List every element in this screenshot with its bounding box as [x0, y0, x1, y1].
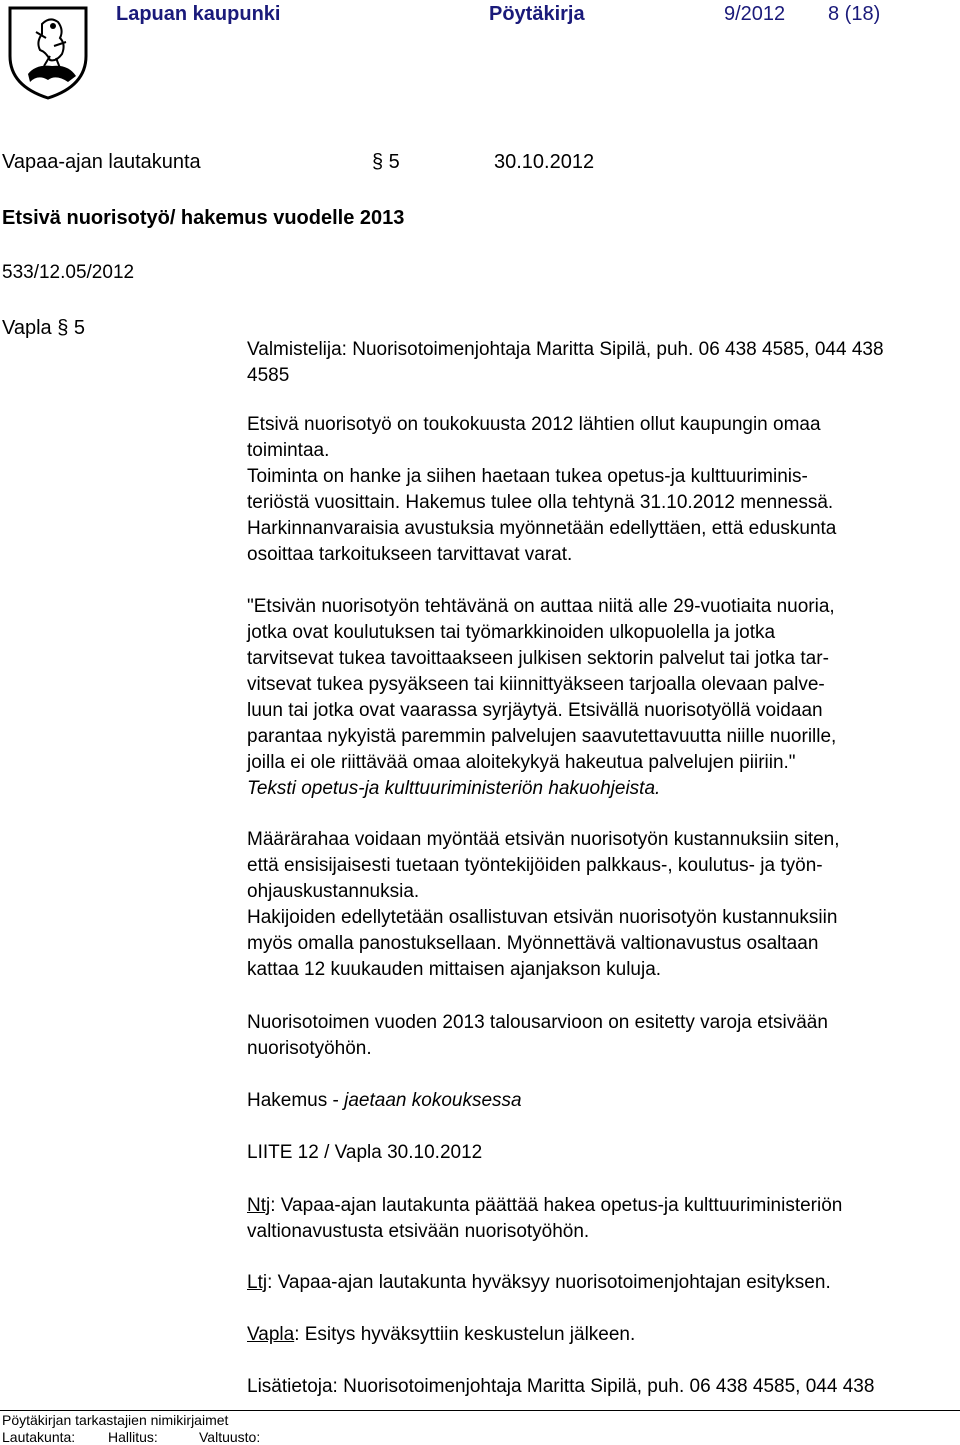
text-line: jotka ovat koulutuksen tai työmarkkinoiden ulkopuolella ja jotka — [247, 622, 776, 643]
coat-of-arms-logo — [6, 4, 90, 100]
footer-divider — [0, 1410, 960, 1411]
paragraph-background — [247, 412, 959, 568]
text-line: parantaa nykyistä paremmin palvelujen saavutettavuutta niille nuorille, — [247, 726, 837, 747]
meeting-body: Vapaa-ajan lautakunta — [2, 151, 201, 173]
application-note: jaetaan kokouksessa — [344, 1090, 522, 1111]
vapla-text: : Esitys hyväksyttiin keskustelun jälkeen. — [294, 1324, 636, 1345]
attachment-text: LIITE 12 / Vapla 30.10.2012 — [247, 1142, 483, 1163]
more-info — [247, 1374, 959, 1400]
paragraph-funding — [247, 827, 959, 983]
preparer-line: Valmistelija: Nuorisotoimenjohtaja Maritta Sipilä, puh. 06 438 4585, 044 438 — [247, 339, 884, 360]
ltj-label: Ltj — [247, 1272, 268, 1293]
ltj-block — [247, 1270, 959, 1296]
text-line: Määrärahaa voidaan myöntää etsivän nuorisotyön kustannuksiin siten, — [247, 829, 840, 850]
more-info-text: Lisätietoja: Nuorisotoimenjohtaja Maritta Sipilä, puh. 06 438 4585, 044 438 — [247, 1376, 875, 1397]
meeting-date: 30.10.2012 — [494, 151, 595, 173]
footer-title: Pöytäkirjan tarkastajien nimikirjaimet — [2, 1412, 229, 1428]
paragraph-quote — [247, 594, 959, 802]
record-id: 533/12.05/2012 — [2, 262, 135, 283]
header-document-number: 9/2012 — [724, 3, 786, 25]
text-line: ohjauskustannuksia. — [247, 881, 420, 902]
page-title: Etsivä nuorisotyö/ hakemus vuodelle 2013 — [2, 207, 405, 229]
text-line: kattaa 12 kuukauden mittaisen ajanjakson kuluja. — [247, 959, 662, 980]
text-line: tarvitsevat tukea tavoittaakseen julkisen sektorin palvelut tai jotka tar- — [247, 648, 829, 669]
ltj-text: : Vapaa-ajan lautakunta hyväksyy nuorisotoimenjohtajan esityksen. — [267, 1272, 831, 1293]
text-line: Harkinnanvaraisia avustuksia myönnetään edellyttäen, että eduskunta — [247, 518, 837, 539]
quote-source: Teksti opetus-ja kulttuuriministeriön hakuohjeista. — [247, 778, 661, 799]
vapla-block — [247, 1322, 959, 1348]
text-line: vitsevat tukea pysyäkseen tai kiinnittyäkseen tarjoalla olevaan palve- — [247, 674, 825, 695]
vapla-label: Vapla — [247, 1324, 295, 1345]
footer-field-board: Lautakunta: — [2, 1429, 76, 1445]
text-line: luun tai jotka ovat vaarassa syrjäytyä. Etsivällä nuorisotyöllä voidaan — [247, 700, 823, 721]
text-line: Hakijoiden edellytetään osallistuvan etsivän nuorisotyön kustannuksiin — [247, 907, 838, 928]
footer-field-government: Hallitus: — [108, 1429, 158, 1445]
text-line: osoittaa tarkoitukseen tarvittavat varat. — [247, 544, 573, 565]
ntj-label: Ntj — [247, 1195, 271, 1216]
paragraph-budget — [247, 1010, 959, 1062]
preparer-line: 4585 — [247, 365, 290, 386]
text-line: teriöstä vuosittain. Hakemus tulee olla tehtynä 31.10.2012 mennessä. — [247, 492, 834, 513]
header-organization: Lapuan kaupunki — [116, 3, 281, 25]
text-line: Etsivä nuorisotyö on toukokuusta 2012 lähtien ollut kaupungin omaa — [247, 414, 821, 435]
ntj-text: : Vapaa-ajan lautakunta päättää hakea opetus-ja kulttuuriministeriön — [270, 1195, 843, 1216]
meeting-section: § 5 — [372, 151, 400, 173]
application-label: Hakemus - — [247, 1090, 345, 1111]
text-line: että ensisijaisesti tuetaan työntekijöiden palkkaus-, koulutus- ja työn- — [247, 855, 823, 876]
header-page-number: 8 (18) — [828, 3, 881, 25]
text-line: joilla ei ole riittävää omaa aloitekykyä hakeutua palvelujen piiriin." — [247, 752, 796, 773]
text-line: Toiminta on hanke ja siihen haetaan tukea opetus-ja kulttuuriminis- — [247, 466, 808, 487]
section-reference: Vapla § 5 — [2, 317, 86, 339]
text-line: myös omalla panostuksellaan. Myönnettävä valtionavustus osaltaan — [247, 933, 819, 954]
application-line — [247, 1088, 959, 1114]
preparer-block — [247, 337, 959, 389]
text-line: nuorisotyöhön. — [247, 1038, 372, 1059]
footer-field-council: Valtuusto: — [199, 1429, 261, 1445]
text-line: Nuorisotoimen vuoden 2013 talousarvioon on esitetty varoja etsivään — [247, 1012, 828, 1033]
attachment-line — [247, 1140, 959, 1166]
ntj-block — [247, 1193, 959, 1245]
text-line: "Etsivän nuorisotyön tehtävänä on auttaa niitä alle 29-vuotiaita nuoria, — [247, 596, 835, 617]
header-document-type: Pöytäkirja — [489, 3, 585, 25]
text-line: toimintaa. — [247, 440, 330, 461]
ntj-text-continued: valtionavustusta etsivään nuorisotyöhön. — [247, 1221, 590, 1242]
